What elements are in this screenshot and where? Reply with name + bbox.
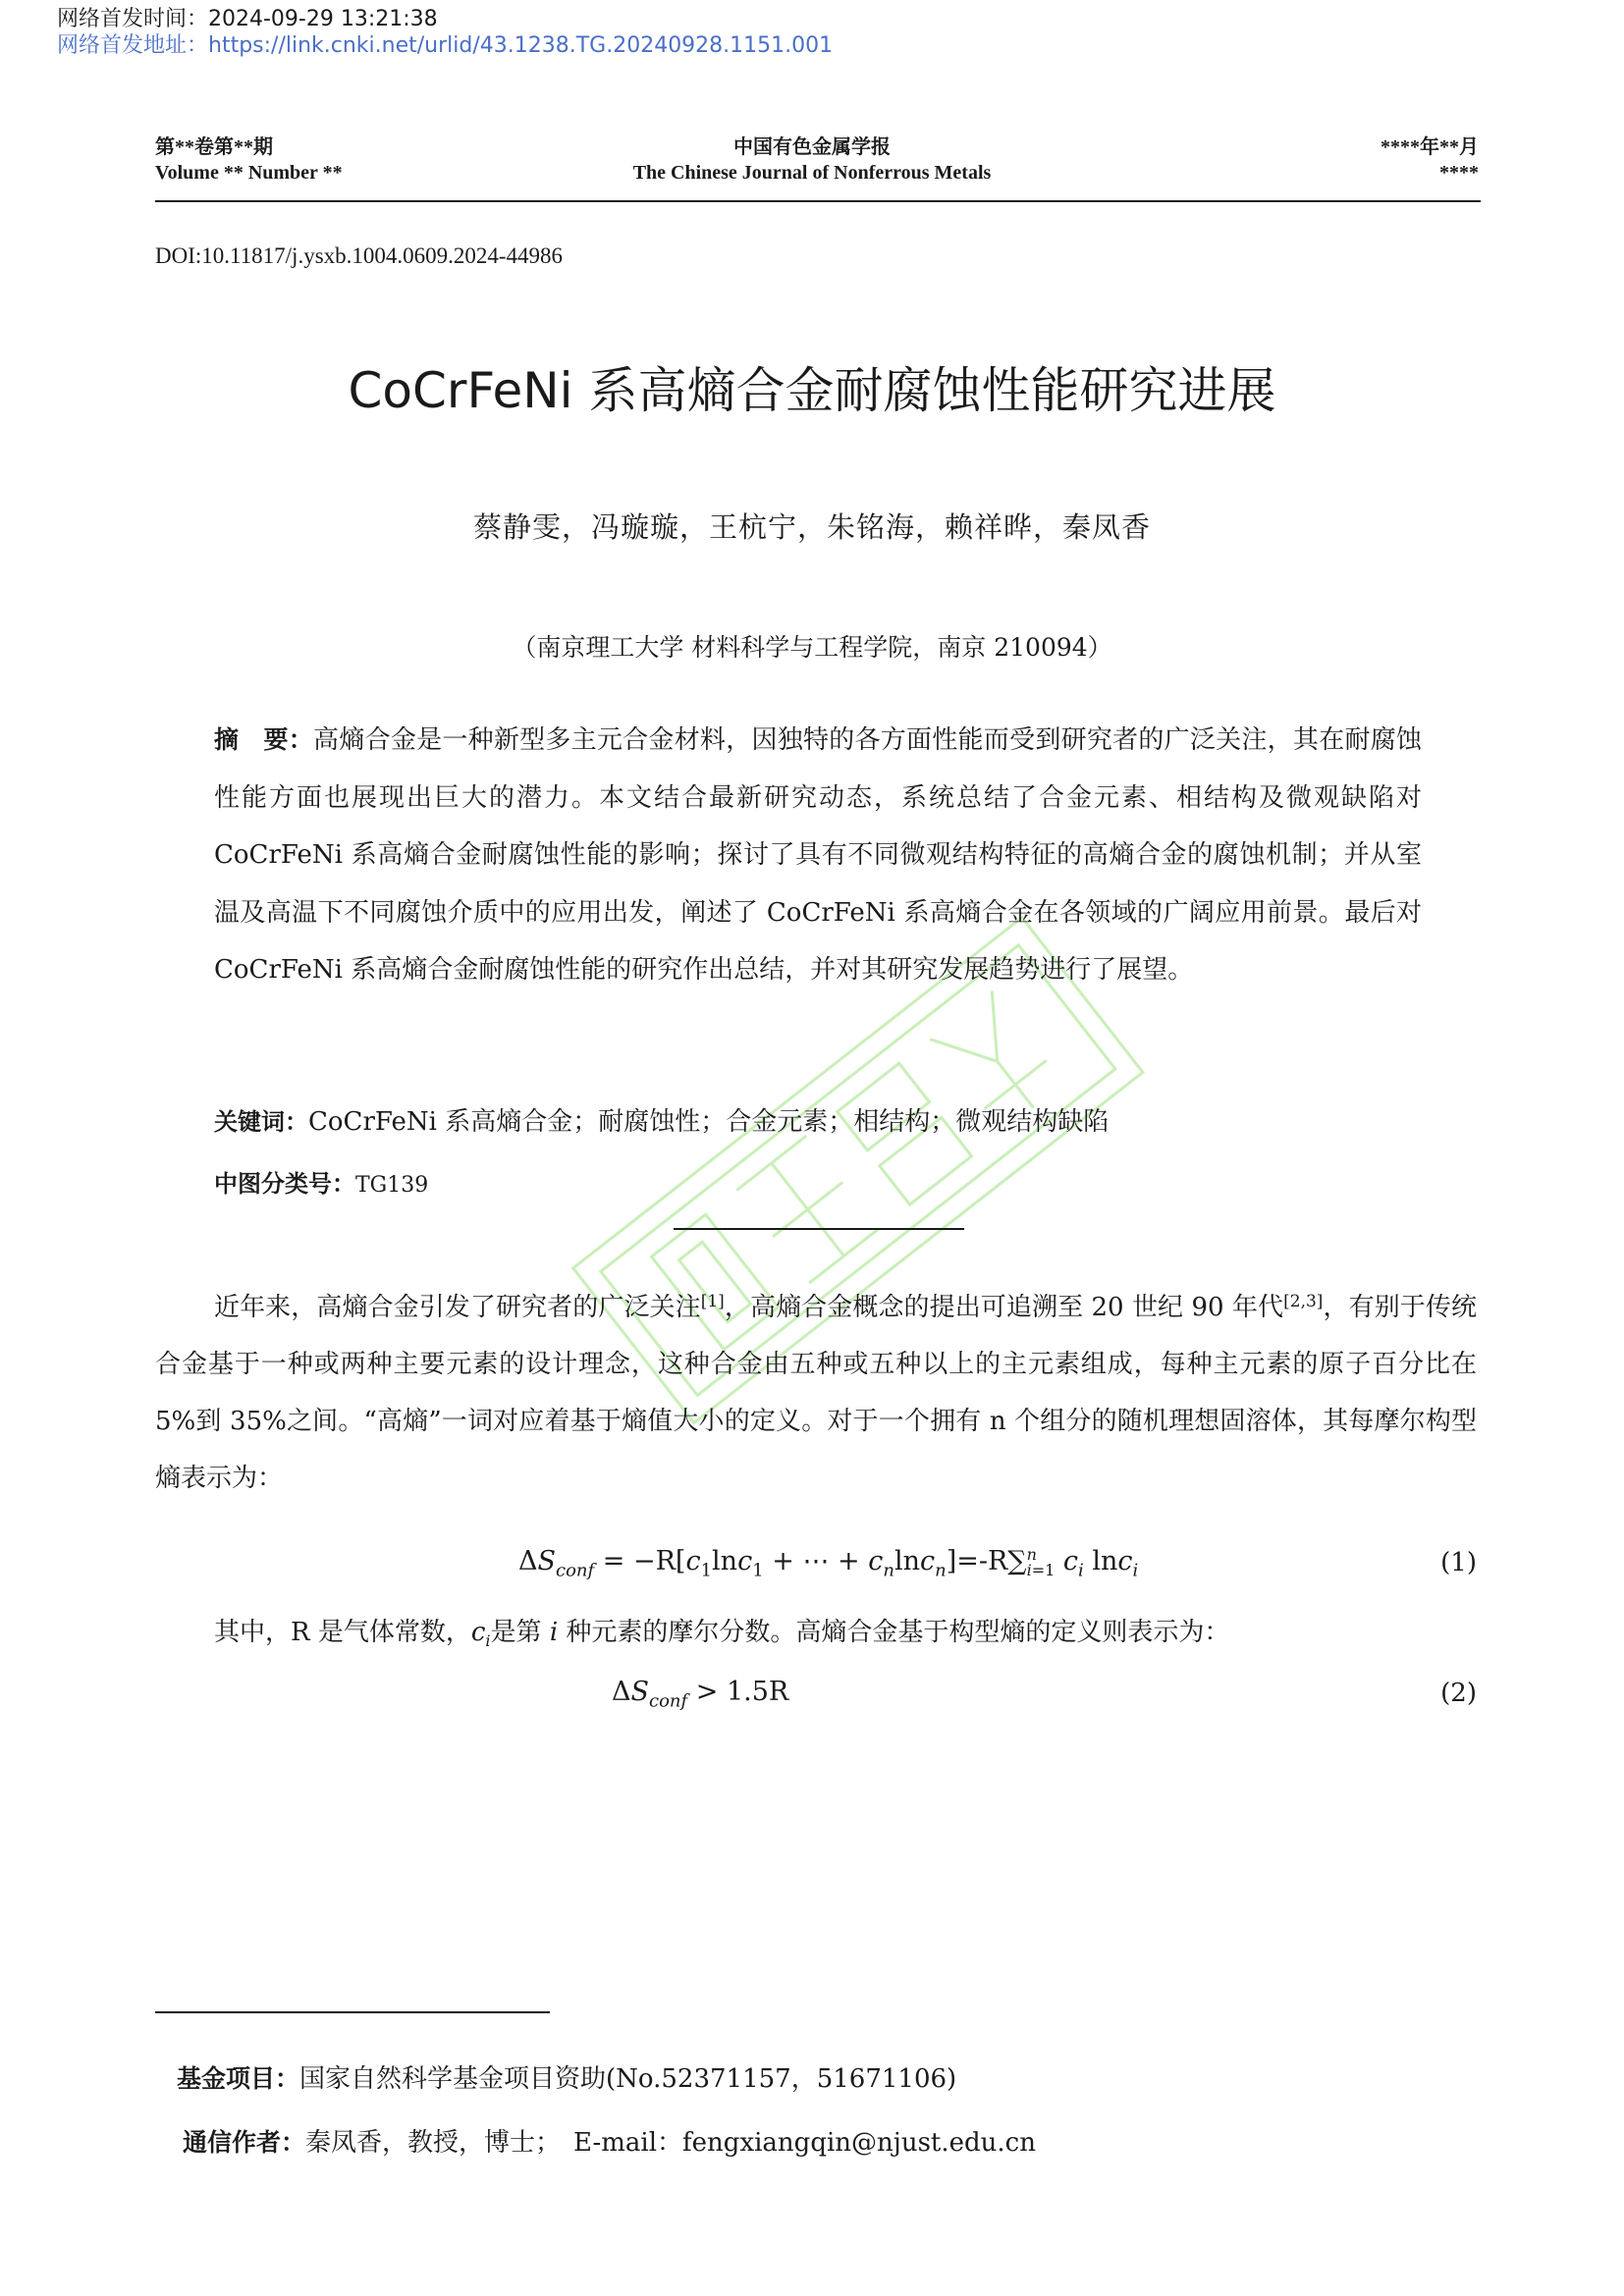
clc-label: 中图分类号：: [214, 1170, 355, 1198]
date-en: ****: [1439, 162, 1479, 184]
footnote-rule: [155, 2011, 550, 2013]
body-text: ，高熵合金概念的提出可追溯至 20 世纪 90 年代: [724, 1293, 1284, 1322]
funding-note: [177, 2058, 956, 2095]
keywords-label: 关键词：: [214, 1108, 308, 1136]
abstract-label: 摘 要：: [214, 725, 314, 754]
classification-code: [214, 1164, 428, 1199]
funding-label: 基金项目：: [177, 2064, 300, 2093]
citation-ref[interactable]: [1]: [700, 1292, 725, 1311]
equation-explanation: [214, 1612, 1229, 1650]
journal-cn: 中国有色金属学报: [733, 136, 891, 158]
body-text: 近年来，高熵合金引发了研究者的广泛关注: [214, 1293, 701, 1322]
doi: DOI:10.11817/j.ysxb.1004.0609.2024-44986: [155, 243, 564, 268]
volume-cn: 第**卷第**期: [155, 136, 273, 158]
abstract-text: 高熵合金是一种新型多主元合金材料，因独特的各方面性能而受到研究者的广泛关注，其在耐腐蚀性能方面也展现出巨大的潜力。本文结合最新研究动态，系统总结了合金元素、相结构及微观缺陷对 CoCrFeNi 系高熵合金耐腐蚀性能的影响；探讨了具有不同微观结构特征的高熵合金的腐蚀机制；并从室温及高温下不同腐蚀介质中的应用出发，阐述了 CoCrFeNi 系高熵合金在各领域的广阔应用前景。最后对 CoCrFeNi 系高熵合金耐腐蚀性能的研究作出总结，并对其研究发展趋势进行了展望。: [214, 725, 1422, 985]
equation-number: (2): [1440, 1679, 1477, 1708]
equation-number: (1): [1440, 1548, 1477, 1577]
body-text: 其中，R 是气体常数，: [214, 1618, 471, 1647]
funding-text: 国家自然科学基金项目资助(No.52371157，51671106): [299, 2064, 957, 2094]
equation-2: $\Delta S_{conf} > 1.5R$: [612, 1677, 789, 1712]
online-pub-url[interactable]: 网络首发地址：https://link.cnki.net/urlid/43.1238.TG.20240928.1151.001: [57, 33, 834, 58]
journal-name: [517, 134, 1107, 186]
author-list: 蔡静雯，冯璇璇，王杭宁，朱铭海，赖祥晔，秦凤香: [472, 510, 1151, 544]
affiliation: （南京理工大学 材料科学与工程学院，南京 210094）: [512, 633, 1112, 662]
body-text: 是第: [490, 1618, 542, 1647]
abstract: [214, 712, 1422, 999]
clc-text: TG139: [355, 1173, 429, 1198]
corresponding-author: [183, 2122, 1036, 2159]
citation-ref[interactable]: [2,3]: [1283, 1292, 1324, 1311]
corr-label: 通信作者：: [183, 2128, 306, 2157]
journal-en: The Chinese Journal of Nonferrous Metals: [632, 162, 992, 184]
paper-title: CoCrFeNi 系高熵合金耐腐蚀性能研究进展: [348, 362, 1276, 419]
corr-text: 秦凤香，教授，博士； E-mail：fengxiangqin@njust.edu.cn: [305, 2128, 1036, 2158]
symbol-i-sub: i: [485, 1631, 491, 1651]
body-text: ，有别于传统合金基于一种或两种主要元素的设计理念，这种合金由五种或五种以上的主元素组成，每种主元素的原子百分比在 5%到 35%之间。“高熵”一词对应着基于熵值大小的定义。对于一个拥有 n 个组分的随机理想固溶体，其每摩尔构型熵表示为：: [155, 1293, 1477, 1493]
keywords-text: CoCrFeNi 系高熵合金；耐腐蚀性；合金元素；相结构；微观结构缺陷: [308, 1107, 1110, 1137]
abstract-separator: [674, 1228, 964, 1230]
volume-issue: [155, 134, 343, 186]
volume-en: Volume ** Number **: [155, 162, 343, 184]
intro-paragraph: [155, 1279, 1477, 1507]
body-text: 种元素的摩尔分数。高熵合金基于构型熵的定义则表示为：: [566, 1618, 1230, 1647]
header-rule: [155, 200, 1481, 202]
issue-date: [1380, 134, 1479, 186]
symbol-i: i: [549, 1618, 559, 1647]
equation-1: $\Delta S_{conf} = -R[c_1\ln c_1$ + ⋯ + $c_n\ln c_n]=-R\sum n$ i=1 $c_i$ lnc$_i$: [518, 1544, 1139, 1581]
date-cn: ****年**月: [1380, 136, 1479, 158]
symbol-c: c: [470, 1618, 486, 1647]
online-pub-time: 网络首发时间：2024-09-29 13:21:38: [57, 7, 438, 31]
keywords: [214, 1101, 1109, 1138]
